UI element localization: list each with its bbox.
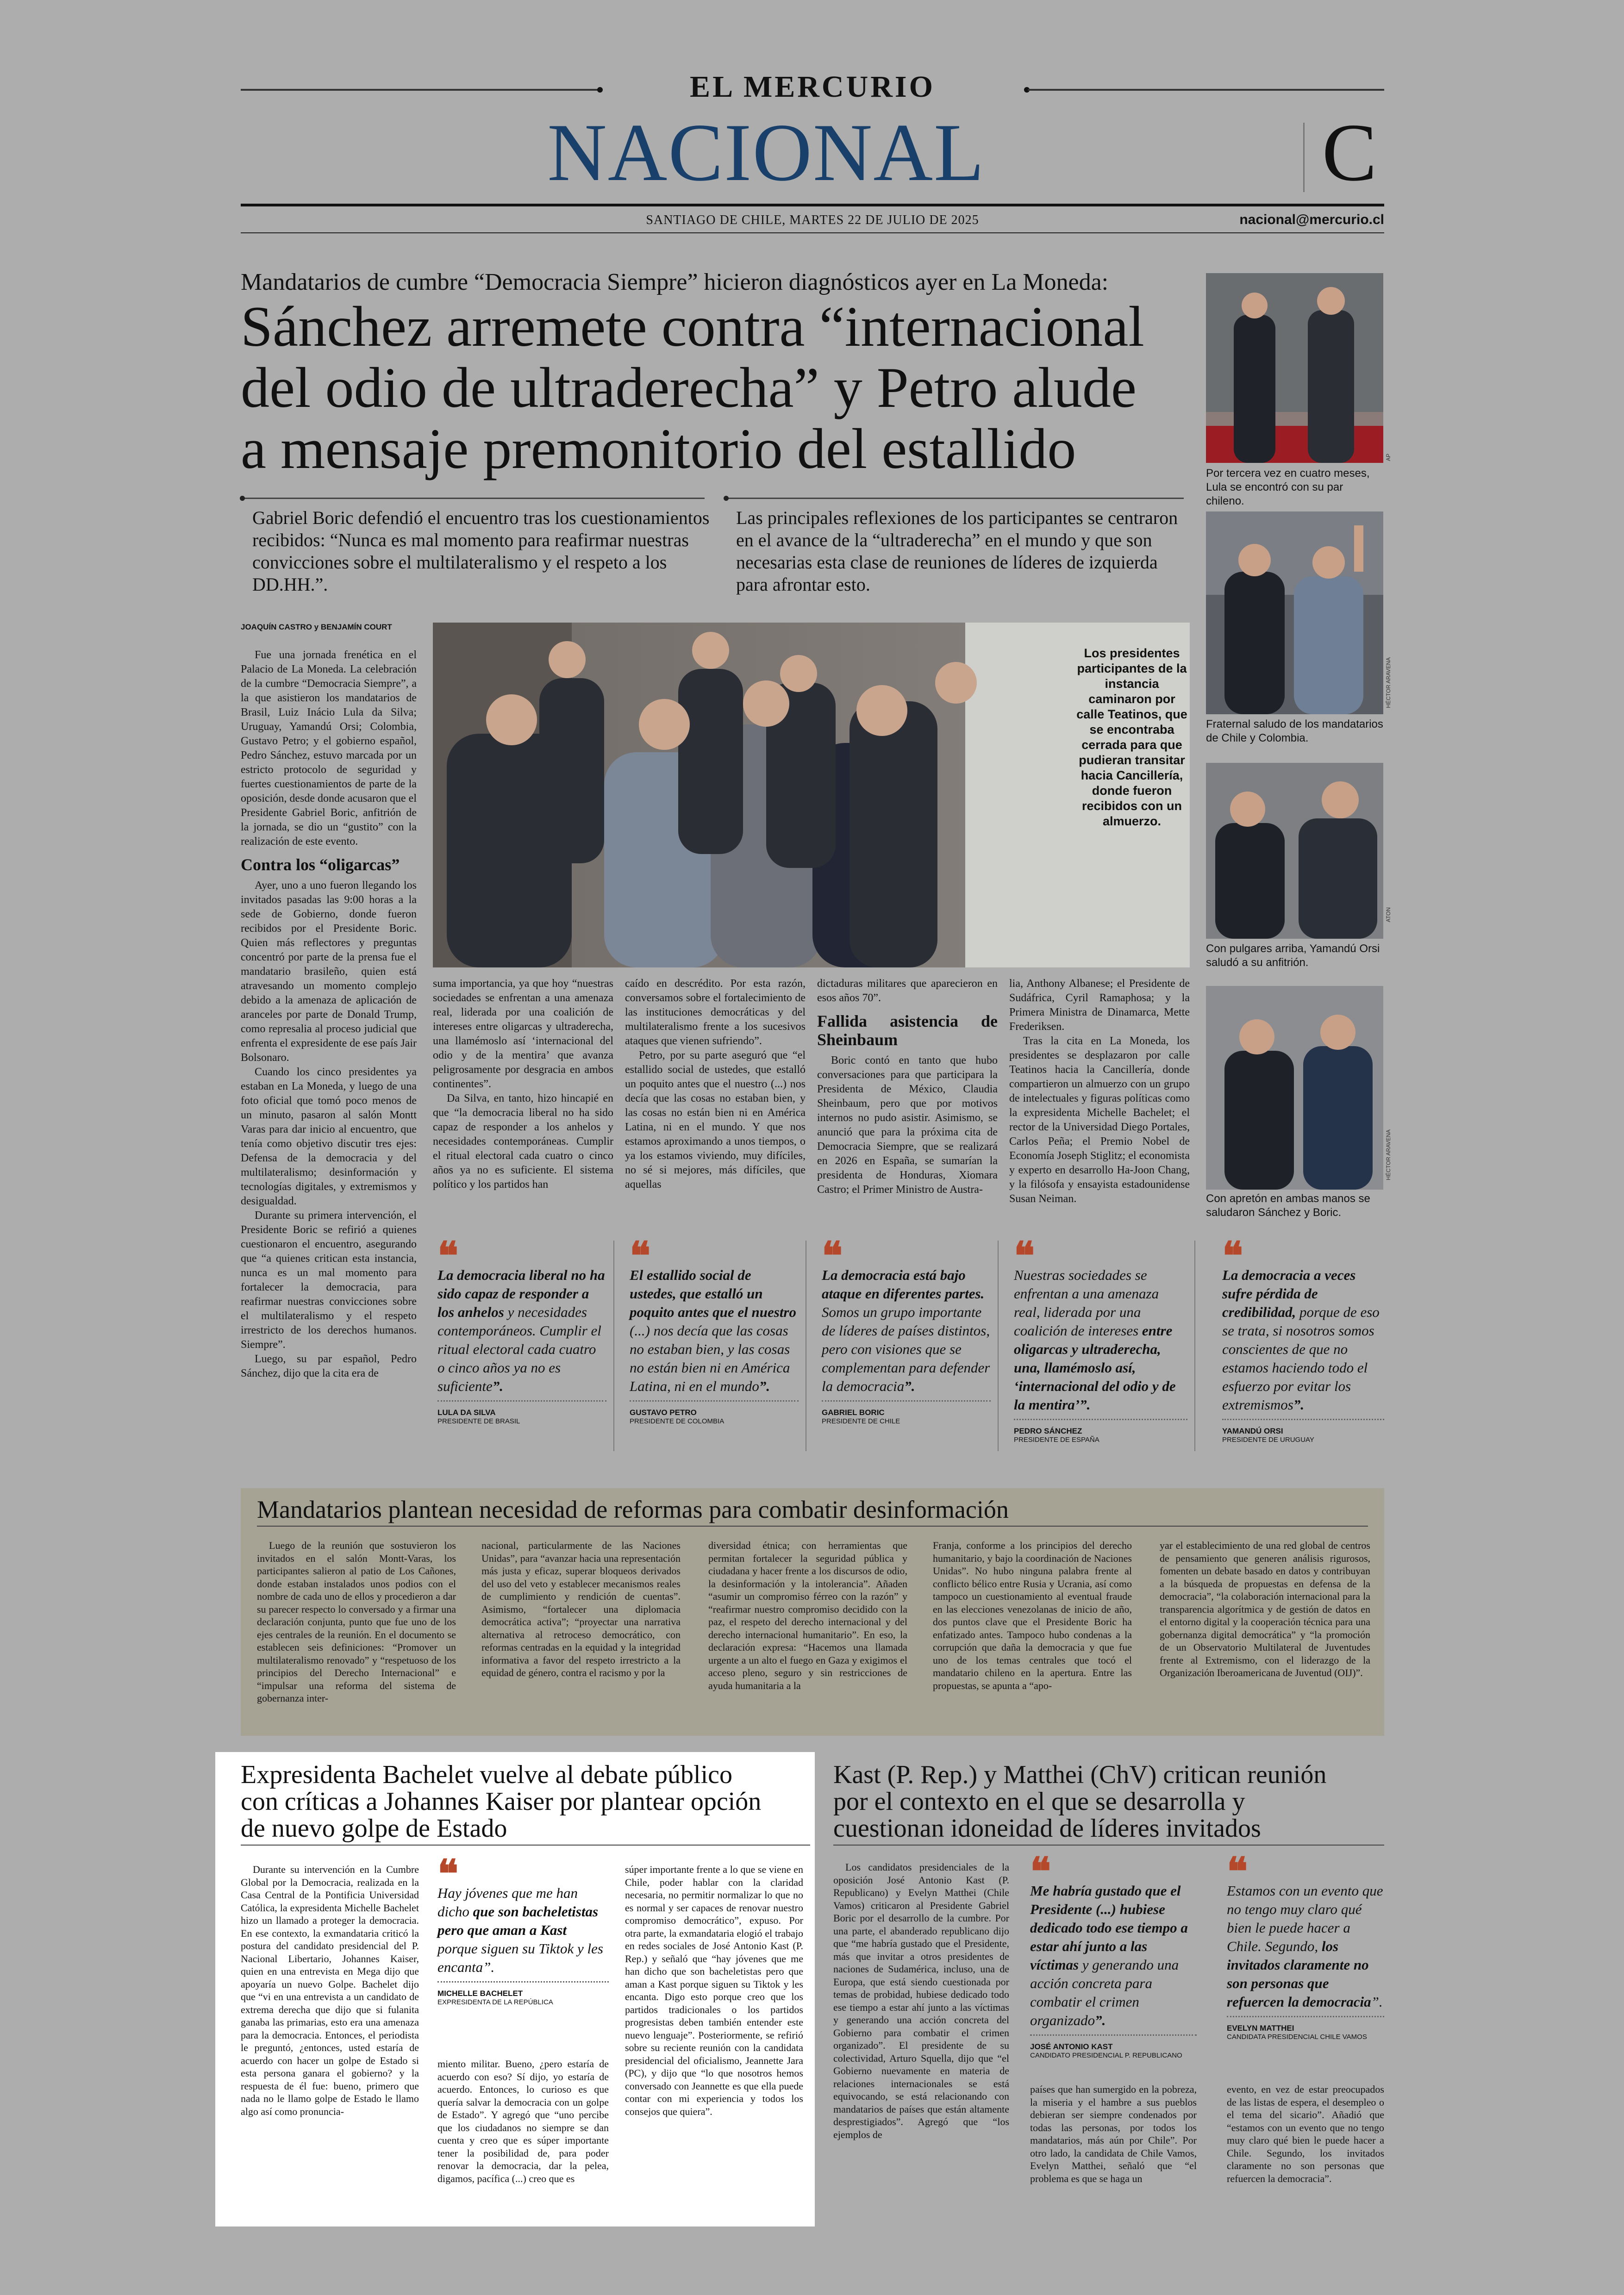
deck-left: Gabriel Boric defendió el encuentro tras los cuestionamientos recibidos: “Nunca es mal momento para reafirmar nuestras convicciones sobre el multilateralismo y el respeto a los DD.HH.”. (252, 507, 710, 595)
masthead-rule-bottom (241, 204, 1384, 206)
box-column-3: diversidad étnica; con herramientas que permitan fortalecer la seguridad pública y ciudadana y hacer frente a los discursos de odio, la desinformación y la intolerancia”. Añaden “asumir un compromiso férreo con la razón” y “reafirmar nuestro compromiso decidido con la paz, el respeto del derecho internacional y del derecho internacional humanitario”. En eso, la declaración expresa: “Hacemos una llamada urgente a un alto el fuego en Gaza y exigimos el acceso pleno, seguro y sin restricciones de ayuda humanitaria a la (708, 1540, 907, 1691)
masthead-brand: EL MERCURIO (690, 70, 935, 104)
deck-rule-left (242, 498, 705, 499)
sidebar-caption-1: Por tercera vez en cuatro meses, Lula se encontró con su par chileno. (1206, 467, 1370, 507)
paragraph: Ayer, uno a uno fueron llegando los invitados pasadas las 9:00 horas a la sede de Gobierno, donde fueron recibidos por el Presidente Boric. Quien más reflectores y preguntas concentró por parte de la prensa fue el mandatario brasileño, quien está atravesando un momento complejo debido a la amenaza de aplicación de aranceles por parte de Donald Trump, como represalia al proceso judicial que enfrenta el expresidente de ese país Jair Bolsonaro. (241, 879, 417, 1064)
quote-text: Hay jóvenes que me han dicho que son bacheletistas pero que aman a Kast porque siguen su Tiktok y les encanta”. (437, 1885, 603, 1975)
kicker: Mandatarios de cumbre “Democracia Siempre” hicieron diagnósticos ayer en La Moneda: (241, 269, 1109, 295)
masthead-separator (1303, 123, 1305, 192)
sidebar-photo-2 (1206, 511, 1383, 714)
quote-role: PRESIDENTE DE URUGUAY (1222, 1436, 1314, 1444)
kast-column-2: países que han sumergido en la pobreza, la miseria y el hambre a sus pueblos debieran ser siempre condenados por todas las personas, por todos los mandatarios, más aún por Chile”. Por otro lado, la candidata de Chile Vamos, Evelyn Matthei, señaló que “el problema es que se haga un (1030, 2083, 1197, 2184)
quote-author: GABRIEL BORIC (822, 1408, 885, 1417)
article-column-5 (1009, 977, 1190, 1206)
sidebar-caption-4: Con apretón en ambas manos se saludaron Sánchez y Boric. (1206, 1192, 1370, 1219)
bachelet-rule (241, 1845, 810, 1846)
quote-role: EXPRESIDENTA DE LA REPÚBLICA (437, 1998, 553, 2006)
headline-line: Sánchez arremete contra “internacional (241, 295, 1144, 358)
quote-mark-icon: ❝ (1227, 1851, 1248, 1894)
quote-mark-icon: ❝ (1222, 1235, 1243, 1278)
bachelet-column-2: miento militar. Bueno, ¿pero estaría de acuerdo con eso? Sí dijo, yo estaría de acuerdo. Entonces, lo curioso es que quería salvar la democracia con un golpe de Estado”. Y agregó que “uno percibe que los ciudadanos no siempre se dan cuenta y creo que es súper importante tener la posibilidad de, para poder renovar la democracia, dar la pelea, digamos, pacífica (...) creo que es (437, 2058, 609, 2184)
paragraph: lia, Anthony Albanese; el Presidente de Sudáfrica, Cyril Ramaphosa; y la Primera Ministra de Dinamarca, Mette Frederiksen. (1009, 978, 1190, 1033)
quote-author: YAMANDÚ ORSI (1222, 1427, 1283, 1435)
pull-quote-boric (822, 1235, 991, 1425)
headline-line: por el contexto en el que se desarrolla y (833, 1787, 1245, 1816)
sidebar-photo-1 (1206, 273, 1383, 463)
quote-author: LULA DA SILVA (437, 1408, 496, 1417)
quote-mark-icon: ❝ (1030, 1851, 1051, 1894)
paragraph: Tras la cita en La Moneda, los presidentes se desplazaron por calle Teatinos hacia la Cancillería, donde compartieron un almuerzo con un grupo de intelectuales y figuras políticas como la expresidenta Michelle Bachelet; el rector de la Universidad Diego Portales, Carlos Peña; el Premio Nobel de Economía Joseph Stiglitz; el economista y experto en desarrollo Ha-Joon Chang, y la filósofa y ensayista estadounidense Susan Neiman. (1009, 1035, 1190, 1205)
photo-credit: HÉCTOR ARAVENA (1385, 1129, 1392, 1180)
sidebar-photo-4 (1206, 986, 1383, 1190)
bachelet-column-1: Durante su intervención en la Cumbre Global por la Democracia, realizada en la Casa Central de la Pontificia Universidad Católica, la expresidenta Michelle Bachelet hizo un llamado a proteger la democracia. En ese contexto, la exmandataria criticó la postura del candidato presidencial del P. Nacional Libertario, Johannes Kaiser, quien en una entrevista en Mega dijo que apoyaría un nuevo Golpe. Bachelet dijo que “vi en una entrevista a un candidato de extrema derecha que dijo que si fulanita ganaba las primarias, esto era una amenaza para la democracia. Entonces, el periodista le preguntó, ¿entonces, usted estaría de acuerdo con hacer un golpe de Estado si esta persona ganara el gobierno? y la respuesta de él fue: bueno, primero que nada no le llamo golpe de Estado le llamo algo así como pronuncia- (241, 1864, 419, 2117)
section-title: NACIONAL (547, 106, 985, 198)
article-column-4 (817, 977, 998, 1197)
quote-mark-icon: ❝ (630, 1235, 651, 1278)
paragraph: Fue una jornada frenética en el Palacio de La Moneda. La celebración de la cumbre “Democracia Siempre”, a la que asistieron los mandatarios de Brasil, Luiz Inácio Lula da Silva; Uruguay, Yamandú Orsi; Colombia, Gustavo Petro; y el gobierno español, Pedro Sánchez, estuvo marcada por un estricto protocolo de seguridad y fuertes cuestionamientos de parte de la oposición, desde donde acusaron que el Presidente Gabriel Boric, anfitrión de la jornada, se dio un “gustito” con la realización de este evento. (241, 649, 417, 848)
quote-divider (613, 1241, 614, 1451)
quote-role: CANDIDATO PRESIDENCIAL P. REPUBLICANO (1030, 2052, 1182, 2059)
photo-credit: ATON (1385, 907, 1392, 923)
paragraph: Durante su primera intervención, el Presidente Boric se refirió a quienes cuestionaron el encuentro, asegurando que “a quienes critican esta instancia, nunca es un mal momento para fortalecer la democracia, para reafirmar nuestras convicciones sobre el multilateralismo y el respeto irrestricto de los derechos humanos. Siempre”. (241, 1210, 417, 1351)
quote-divider (998, 1241, 999, 1451)
desinformacion-headline: Mandatarios plantean necesidad de reformas para combatir desinformación (257, 1496, 1009, 1523)
section-email[interactable]: nacional@mercurio.cl (1239, 212, 1384, 227)
quote-text: Estamos con un evento que no tengo muy claro qué bien le puede hacer a Chile. Segundo, los invitados claramente no son personas que refuercen la democracia”. (1227, 1883, 1383, 2010)
subhead-sheinbaum: Fallida asistencia de Sheinbaum (817, 1012, 998, 1049)
desinformacion-rule (257, 1526, 1368, 1527)
section-letter: C (1322, 106, 1377, 198)
pull-quote-kast (1030, 1851, 1197, 2059)
quote-author: MICHELLE BACHELET (437, 1989, 523, 1998)
quote-text: La democracia a veces sufre pérdida de credibilidad, porque de eso se trata, si nosotros somos conscientes de que no estamos haciendo todo el esfuerzo por evitar los extremismos”. (1222, 1267, 1380, 1413)
byline: JOAQUÍN CASTRO y BENJAMÍN COURT (241, 623, 392, 631)
kast-rule (833, 1845, 1384, 1846)
quote-text: Nuestras sociedades se enfrentan a una amenaza real, liderada por una coalición de intereses entre oligarcas y ultraderecha, una, llamémoslo así, ‘internacional del odio y de la mentira’”. (1014, 1267, 1176, 1413)
box-column-1: Luego de la reunión que sostuvieron los invitados en el salón Montt-Varas, los participantes salieron al patio de Los Cañones, donde estaban instalados unos podios con el nombre de cada uno de ellos y procedieron a dar su parecer respecto lo conversado y a firmar una declaración conjunta, punto que fue uno de los ejes centrales de la reunión. En el documento se establecen seis definiciones: “Promover un multilateralismo renovado” y “respetuoso de los principios del Derecho Internacional” e “impulsar una reforma del sistema de gobernanza inter- (257, 1540, 456, 1704)
pull-quote-lula (437, 1235, 606, 1425)
quote-role: PRESIDENTE DE CHILE (822, 1417, 900, 1425)
paragraph: Boric contó en tanto que hubo conversaciones para que participara la Presidenta de México, Claudia Sheinbaum, pero que por motivos internos no pudo asistir. Asimismo, se anunció que para la próxima cita de Democracia Siempre, que se realizará en 2026 en España, se sumarían la presidenta de Honduras, Xiomara Castro; el Primer Ministro de Austra- (817, 1054, 998, 1196)
subhead-oligarcas: Contra los “oligarcas” (241, 855, 400, 874)
quote-author: EVELYN MATTHEI (1227, 2024, 1294, 2033)
pull-quote-matthei (1227, 1851, 1384, 2041)
article-column-3 (625, 977, 806, 1192)
quote-role: CANDIDATA PRESIDENCIAL CHILE VAMOS (1227, 2033, 1367, 2041)
paragraph: dictaduras militares que aparecieron en esos años 70”. (817, 978, 998, 1004)
deck-rule-right (725, 498, 1184, 499)
sidebar-photo-3 (1206, 763, 1383, 939)
headline-line: de nuevo golpe de Estado (241, 1814, 507, 1843)
deck-right: Las principales reflexiones de los participantes se centraron en el avance de la “ultraderecha” en el mundo y que son necesarias esta clase de reuniones de líderes de izquierda para afrontar esto. (736, 507, 1178, 595)
headline-line: Expresidenta Bachelet vuelve al debate público (241, 1760, 733, 1789)
sidebar-caption-3: Con pulgares arriba, Yamandú Orsi saludó a su anfitrión. (1206, 942, 1380, 969)
quote-author: JOSÉ ANTONIO KAST (1030, 2042, 1113, 2051)
quote-text: La democracia está bajo ataque en diferentes partes. Somos un grupo importante de líderes de países distintos, pero con visiones que se complementan para defender la democracia”. (822, 1267, 990, 1394)
dateline-rule (241, 232, 1384, 233)
main-headline (241, 296, 1185, 480)
box-column-2: nacional, particularmente de las Naciones Unidas”, para “avanzar hacia una representación más justa y eficaz, superar bloqueos derivados del uso del veto y establecer mecanismos reales de cumplimiento y rendición de cuentas”. Asimismo, “fortalecer una diplomacia democrática activa”; “proyectar una narrativa alternativa al retroceso democrático, con reformas centradas en la equidad y la integridad informativa a favor del respeto irrestricto a la equidad de género, contra el racismo y por la (481, 1540, 681, 1678)
quote-text: El estallido social de ustedes, que estalló un poquito antes que el nuestro (...) nos decía que las cosas no estaban bien, y las cosas no están bien ni en América Latina, ni en el mundo”. (630, 1267, 796, 1394)
box-column-4: Franja, conforme a los principios del derecho humanitario, y bajo la coordinación de Naciones Unidas”. No hubo ninguna palabra frente al conflicto bélico entre Rusia y Ucrania, así como tampoco un cuestionamiento al eventual fraude en las elecciones venezolanas de inicio de año, dos puntos clave que el Presidente Boric ha enfatizado antes. Tampoco hubo condenas a la corrupción que daña la democracia y que fue uno de los temas centrales que tocó el mandatario chileno en la apertura. Entre las propuestas, se apunta a “apo- (933, 1540, 1132, 1691)
pull-quote-orsi (1222, 1235, 1384, 1444)
pull-quote-bachelet (437, 1853, 609, 2006)
pull-quote-sanchez (1014, 1235, 1187, 1444)
paragraph: Luego, su par español, Pedro Sánchez, dijo que la cita era de (241, 1353, 417, 1379)
paragraph: suma importancia, ya que hoy “nuestras sociedades se enfrentan a una amenaza real, liderada por una coalición de intereses entre oligarcas y ultraderecha, una llamémoslo así ‘internacional del odio y de la mentira’ que avanza peligrosamente por desgracia en ambos continentes”. (433, 978, 613, 1090)
quote-mark-icon: ❝ (1014, 1235, 1035, 1278)
article-column-2 (433, 977, 613, 1192)
paragraph: Da Silva, en tanto, hizo hincapié en que “la democracia liberal no ha sido capaz de responder a los anhelos y necesidades contemporáneas. Cumplir el ritual electoral cada cuatro o cinco años ya no es suficiente. El sistema político y los partidos han (433, 1092, 613, 1191)
pull-quote-petro (630, 1235, 799, 1425)
quote-mark-icon: ❝ (822, 1235, 843, 1278)
quote-role: PRESIDENTE DE BRASIL (437, 1417, 520, 1425)
photo-credit: AP (1385, 454, 1392, 461)
quote-mark-icon: ❝ (437, 1853, 459, 1896)
kast-column-3: evento, en vez de estar preocupados de las listas de espera, el desempleo o el tema del sicario”. Añadió que “estamos con un evento que no tengo muy claro qué bien le puede hacer a Chile. Segundo, los invitados claramente no son personas que refuercen la democracia”. (1227, 2083, 1384, 2184)
bachelet-column-3: súper importante frente a lo que se viene en Chile, poder hablar con la claridad necesaria, no permitir normalizar lo que no es normal y ser capaces de renovar nuestro compromiso democrático”, expuso. Por otra parte, la exmandataria elogió el trabajo en redes sociales de José Antonio Kast (P. Rep.) y señaló que “hay jóvenes que me han dicho que son bacheletistas pero que aman a Kast porque siguen su Tiktok y les encanta. Digo esto porque creo que los partidos tradicionales o los partidos progresistas deben también entender este nuevo lenguaje”. Posteriormente, se refirió sobre su reciente reunión con la candidata presidencial del oficialismo, Jeannette Jara (PC), y dijo que “lo que nosotros hemos conversado con Jeannette es que ella puede contar con mi experiencia y todos los consejos que quiera”. (625, 1864, 803, 2117)
deck-dot-left (240, 496, 245, 501)
headline-line: con críticas a Johannes Kaiser por plantear opción (241, 1787, 762, 1816)
photo-credit: HÉCTOR ARAVENA (1385, 657, 1392, 708)
quote-mark-icon: ❝ (437, 1235, 459, 1278)
quote-text: Me habría gustado que el Presidente (...) hubiese dedicado todo ese tiempo a estar ahí junto a las víctimas y generando una acción concreta para combatir el crimen organizado”. (1030, 1883, 1188, 2028)
photo-caption: Los presidentes participantes de la instancia caminaron por calle Teatinos, que se encontraba cerrada para que pudieran transitar hacia Cancillería, donde fueron recibidos con un almuerzo. (1076, 646, 1187, 828)
sidebar-caption-2: Fraternal saludo de los mandatarios de Chile y Colombia. (1206, 718, 1383, 744)
paragraph: caído en descrédito. Por esta razón, conversamos sobre el fortalecimiento de las instituciones democráticas y del multilateralismo frente a los sucesivos ataques que vienen sufriendo”. (625, 978, 806, 1047)
paragraph: Petro, por su parte aseguró que “el estallido social de ustedes, que estalló un poquito antes que el nuestro (...) nos decía que las cosas no estaban bien, y las cosas no están bien ni en América Latina, ni en el mundo. Y que nos estamos aproximando a unos tiempos, o ya los estamos viviendo, muy difíciles, no sé si mejores, más difíciles, que aquellas (625, 1049, 806, 1191)
quote-role: PRESIDENTE DE COLOMBIA (630, 1417, 725, 1425)
headline-line: a mensaje premonitorio del estallido (241, 417, 1076, 480)
headline-line: Kast (P. Rep.) y Matthei (ChV) critican reunión (833, 1760, 1327, 1789)
headline-line: del odio de ultraderecha” y Petro alude (241, 356, 1137, 419)
bachelet-headline (241, 1761, 810, 1842)
dateline: SANTIAGO DE CHILE, MARTES 22 DE JULIO DE 2025 (646, 213, 979, 227)
kast-headline (833, 1761, 1384, 1842)
quote-text: La democracia liberal no ha sido capaz de responder a los anhelos y necesidades contemporáneos. Cumplir el ritual electoral cada cuatro o cinco años ya no es suficiente”. (437, 1267, 605, 1394)
quote-author: PEDRO SÁNCHEZ (1014, 1427, 1082, 1435)
article-column-1 (241, 648, 417, 1381)
quote-divider (1194, 1241, 1195, 1451)
kast-column-1: Los candidatos presidenciales de la oposición José Antonio Kast (P. Republicano) y Evelyn Matthei (Chile Vamos) criticaron al Presidente Gabriel Boric por el desarrollo de la cumbre. Por una parte, el abanderado republicano dijo que “me habría gustado que el Presidente, más que invitar a otros presidentes de naciones de Sudamérica, incluso, una de Europa, que está siendo cuestionada por temas de probidad, hubiese dedicado todo ese tiempo a estar ahí junto a las víctimas y generando una acción concreta del Gobierno para combatir el crimen organizado”. El presidente de su colectividad, Arturo Squella, dijo que “el Gobierno nuevamente en materia de relaciones internacionales se está equivocando, se está relacionando con mandatarios de países que están altamente desprestigiados”. Agregó que “los ejemplos de (833, 1861, 1009, 2140)
paragraph: Cuando los cinco presidentes ya estaban en La Moneda, y luego de una foto oficial que tomó poco menos de un minuto, pasaron al salón Montt Varas para dar inicio al encuentro, que tenía como objetivo discutir tres ejes: Defensa de la democracia y del multilateralismo; desinformación y tecnologías digitales, y extremismos y desigualdad. (241, 1066, 417, 1207)
deck-dot-right (724, 496, 729, 501)
quote-role: PRESIDENTE DE ESPAÑA (1014, 1436, 1099, 1444)
quote-author: GUSTAVO PETRO (630, 1408, 697, 1417)
headline-line: cuestionan idoneidad de líderes invitados (833, 1814, 1261, 1843)
masthead-rule-right (1028, 89, 1384, 91)
box-column-5: yar el establecimiento de una red global de centros de pensamiento que generen análisis rigurosos, fomenten un debate basado en datos y contribuyan a la búsqueda de propuestas en defensa de la democracia”, “la colaboración internacional para la transparencia algorítmica y de gestión de datos en el entorno digital y la cooperación técnica para una gobernanza digital democrática” y “la promoción de un Observatorio Multilateral de Juventudes frente al Extremismo, con el liderazgo de la Organización Iberoamericana de Juventud (OIJ)”. (1160, 1540, 1370, 1678)
